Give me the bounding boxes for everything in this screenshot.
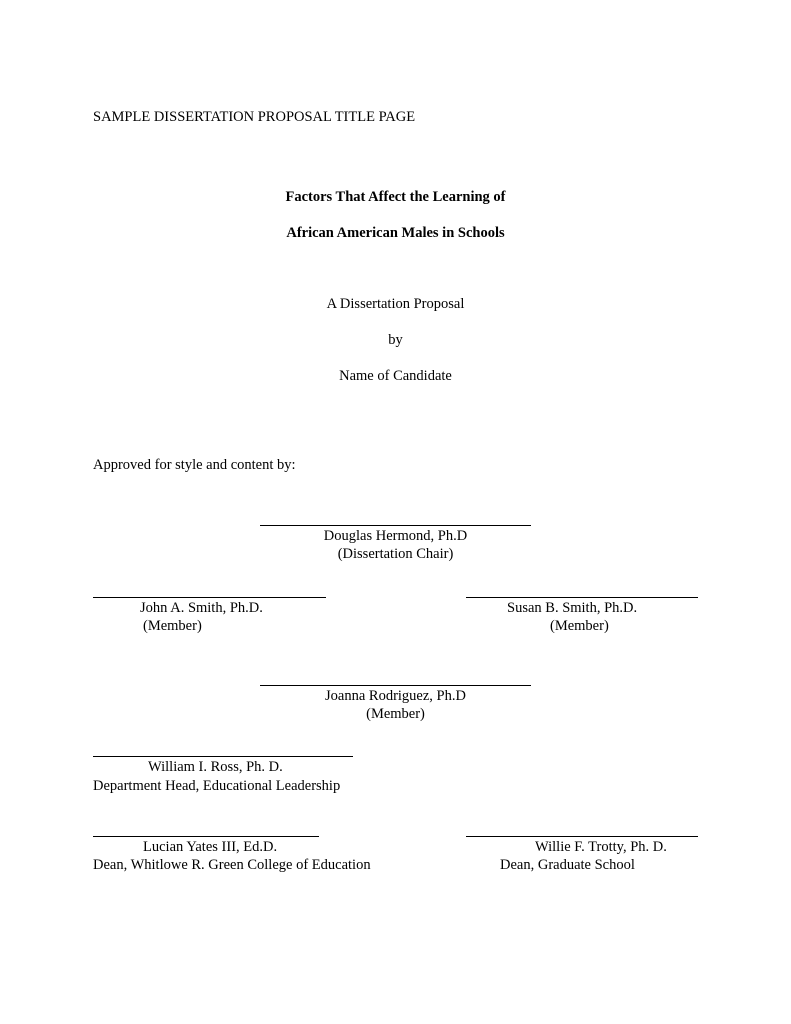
proposal-by: by bbox=[388, 332, 403, 348]
member-left-signature-line bbox=[93, 597, 326, 598]
chair-signature-line bbox=[260, 525, 531, 526]
department-head-signature-line bbox=[93, 756, 353, 757]
dean-graduate-name: Willie F. Trotty, Ph. D. bbox=[535, 839, 667, 855]
member-center-name: Joanna Rodriguez, Ph.D bbox=[325, 688, 466, 704]
dean-graduate-signature-line bbox=[466, 836, 698, 837]
candidate-name: Name of Candidate bbox=[339, 368, 452, 384]
chair-name: Douglas Hermond, Ph.D bbox=[323, 528, 468, 544]
page-heading: SAMPLE DISSERTATION PROPOSAL TITLE PAGE bbox=[93, 109, 416, 125]
chair-role: (Dissertation Chair) bbox=[337, 546, 454, 562]
member-left-name: John A. Smith, Ph.D. bbox=[140, 600, 263, 616]
title-line-1: Factors That Affect the Learning of bbox=[285, 189, 506, 205]
member-center-role: (Member) bbox=[366, 706, 425, 722]
dean-college-name: Lucian Yates III, Ed.D. bbox=[143, 839, 278, 855]
approval-statement: Approved for style and content by: bbox=[93, 457, 296, 473]
member-right-signature-line bbox=[466, 597, 698, 598]
title-line-2: African American Males in Schools bbox=[286, 225, 505, 241]
member-left-role: (Member) bbox=[143, 618, 202, 634]
member-right-name: Susan B. Smith, Ph.D. bbox=[507, 600, 638, 616]
department-head-role: Department Head, Educational Leadership bbox=[93, 778, 341, 794]
member-center-signature-line bbox=[260, 685, 531, 686]
dean-college-signature-line bbox=[93, 836, 319, 837]
proposal-type: A Dissertation Proposal bbox=[326, 296, 465, 312]
member-right-role: (Member) bbox=[550, 618, 609, 634]
dean-graduate-role: Dean, Graduate School bbox=[500, 857, 635, 873]
dean-college-role: Dean, Whitlowe R. Green College of Education bbox=[93, 857, 371, 873]
department-head-name: William I. Ross, Ph. D. bbox=[148, 759, 283, 775]
